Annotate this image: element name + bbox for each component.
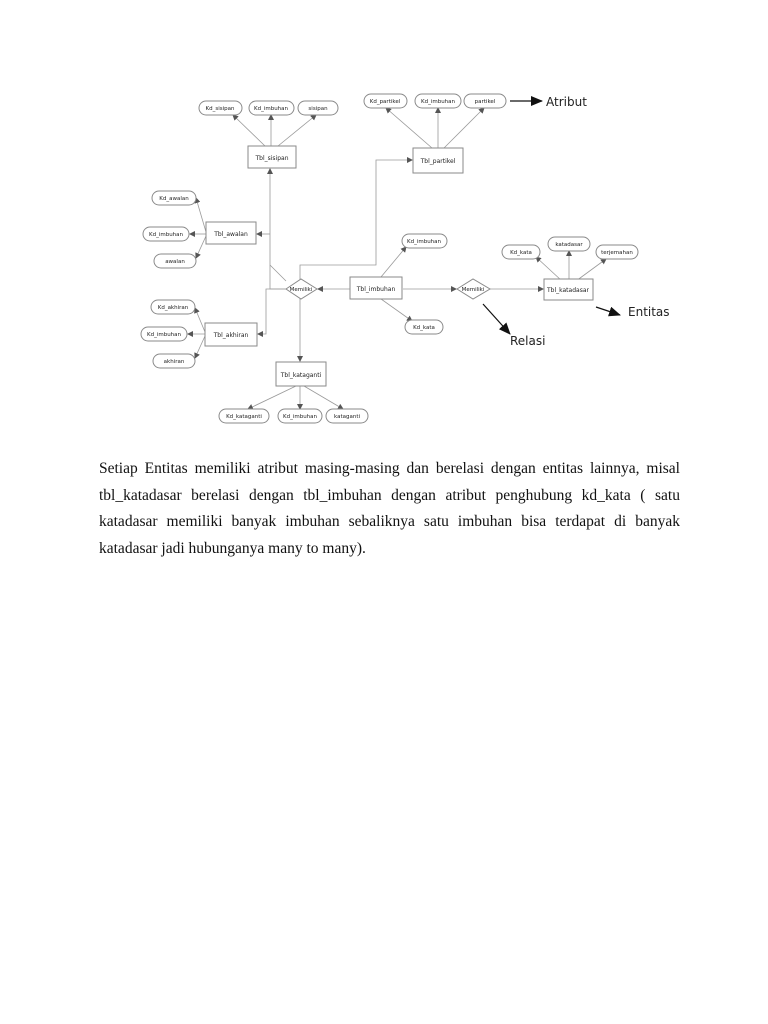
entity-label: Tbl_sisipan xyxy=(255,155,289,162)
attribute-kataganti xyxy=(326,409,368,423)
relation-memiliki-left xyxy=(286,279,317,299)
attribute-kd-imbuhan xyxy=(141,327,187,341)
legend-atribut xyxy=(510,95,587,109)
attribute-label: Kd_imbuhan xyxy=(146,332,182,338)
attribute-awalan xyxy=(154,254,196,268)
attribute-label: Kd_imbuhan xyxy=(420,99,456,105)
legend-relasi-label: Relasi xyxy=(510,334,546,348)
attribute-label: katadasar xyxy=(555,242,583,248)
attribute-label: Kd_kata xyxy=(510,250,532,256)
attribute-label: Kd_kataganti xyxy=(226,414,262,420)
attribute-kd-imbuhan xyxy=(402,234,447,248)
attribute-label: Kd_imbuhan xyxy=(406,239,442,245)
attribute-akhiran xyxy=(153,354,195,368)
attribute-kd-kataganti xyxy=(219,409,269,423)
attribute-kd-kata xyxy=(405,320,443,334)
legend-atribut-label: Atribut xyxy=(546,95,587,109)
entity-label: Tbl_akhiran xyxy=(213,332,249,339)
entity-label: Tbl_awalan xyxy=(214,231,248,238)
attribute-kd-imbuhan xyxy=(143,227,189,241)
entity-label: Tbl_kataganti xyxy=(280,372,322,379)
legend-entitas xyxy=(596,305,670,319)
attribute-label: terjemahan xyxy=(601,250,633,256)
attribute-kd-partikel xyxy=(364,94,407,108)
relation-label: Memiliki xyxy=(289,287,313,293)
attribute-label: partikel xyxy=(474,99,496,105)
attribute-kd-imbuhan xyxy=(278,409,322,423)
entity-label: Tbl_imbuhan xyxy=(356,286,396,293)
attribute-sisipan xyxy=(298,101,338,115)
entity-tbl-imbuhan xyxy=(350,277,402,299)
attribute-label: akhiran xyxy=(163,359,185,365)
legend-relasi xyxy=(483,304,545,348)
relation-memiliki-right xyxy=(457,279,490,299)
body-paragraph: Setiap Entitas memiliki atribut masing-masing dan berelasi dengan entitas lainnya, misal tbl_katadasar berelasi dengan tbl_imbuhan dengan atribut penghubung kd_kata ( satu katadasar memiliki banyak imbuhan sebaliknya satu imbuhan bisa terdapat di banyak katadasar jadi hubunganya many to many). xyxy=(99,460,680,557)
attribute-label: Kd_awalan xyxy=(159,196,189,202)
attribute-label: Kd_partikel xyxy=(369,99,401,105)
relation-label: Memiliki xyxy=(461,287,485,293)
entity-tbl-sisipan xyxy=(248,146,296,168)
legend-entitas-label: Entitas xyxy=(628,305,670,319)
attribute-partikel xyxy=(464,94,506,108)
entity-tbl-awalan xyxy=(206,222,256,244)
attribute-label: Kd_sisipan xyxy=(205,106,235,112)
attribute-label: Kd_imbuhan xyxy=(282,414,318,420)
attribute-kd-awalan xyxy=(152,191,196,205)
attribute-katadasar xyxy=(548,237,590,251)
attribute-kd-kata xyxy=(502,245,540,259)
entity-tbl-partikel xyxy=(413,148,463,173)
attribute-label: Kd_kata xyxy=(413,325,435,331)
entity-tbl-kataganti xyxy=(276,362,326,386)
attribute-label: kataganti xyxy=(333,414,361,420)
er-diagram xyxy=(0,0,768,440)
attribute-terjemahan xyxy=(596,245,638,259)
attribute-label: Kd_imbuhan xyxy=(148,232,184,238)
attribute-kd-imbuhan xyxy=(249,101,294,115)
attribute-kd-sisipan xyxy=(199,101,242,115)
attribute-kd-akhiran xyxy=(151,300,195,314)
entity-tbl-akhiran xyxy=(205,323,257,346)
entity-tbl-katadasar xyxy=(544,279,593,300)
attribute-label: sisipan xyxy=(308,106,328,112)
attribute-label: awalan xyxy=(165,259,185,265)
entity-label: Tbl_katadasar xyxy=(547,287,589,294)
attribute-label: Kd_akhiran xyxy=(157,305,189,311)
attribute-kd-imbuhan xyxy=(415,94,461,108)
entity-label: Tbl_partikel xyxy=(420,158,456,165)
attribute-label: Kd_imbuhan xyxy=(253,106,289,112)
